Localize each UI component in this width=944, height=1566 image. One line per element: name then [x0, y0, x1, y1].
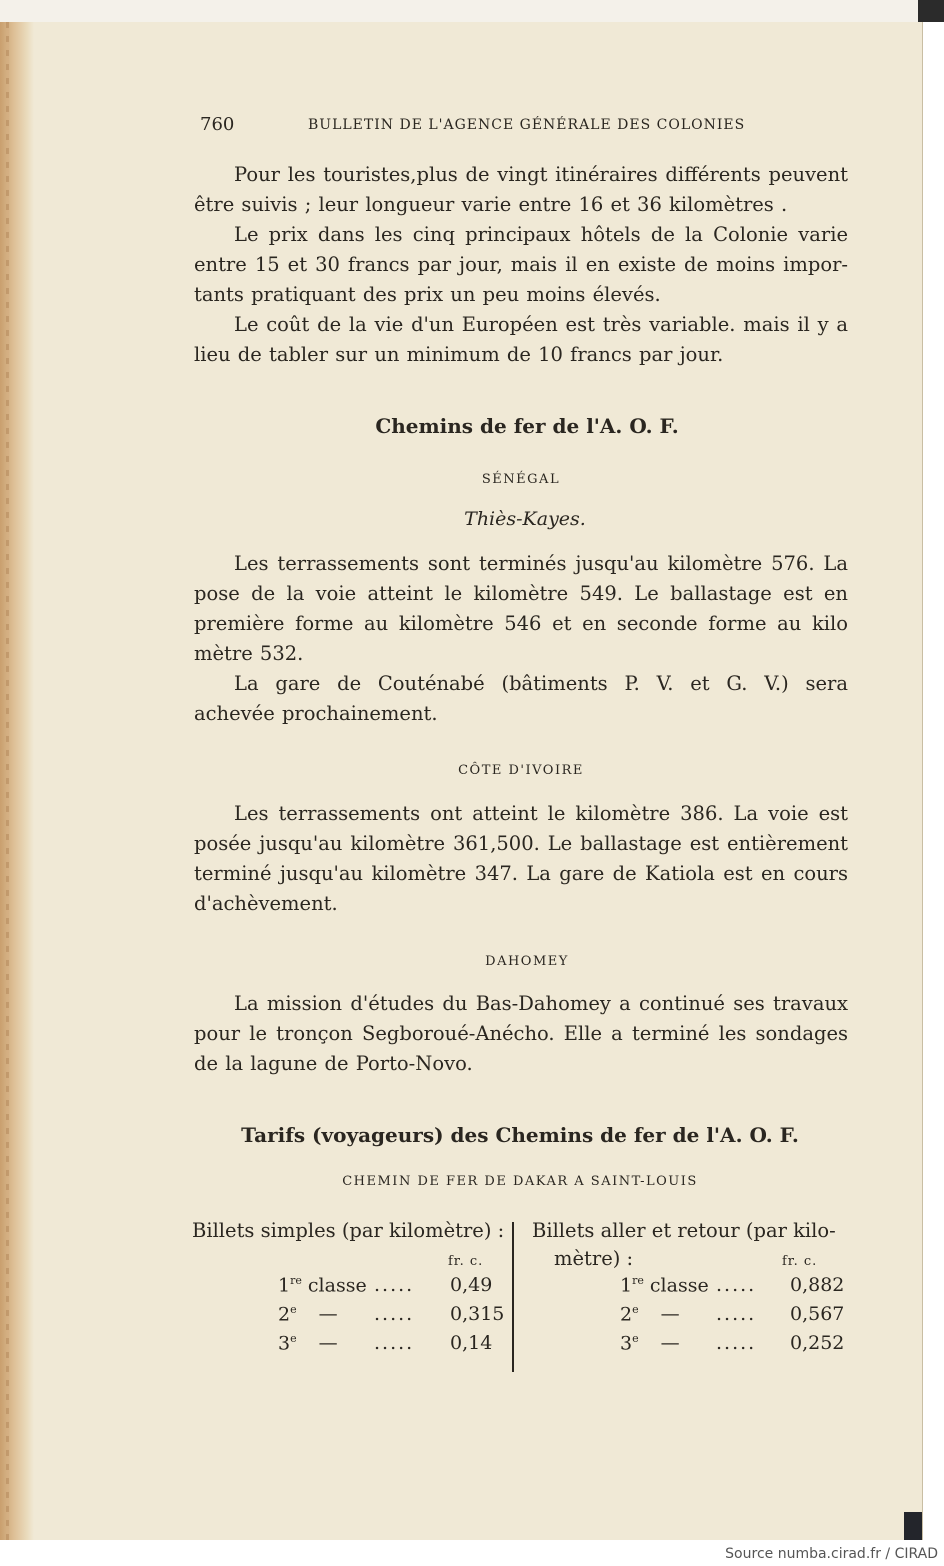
scan-corner-marker — [904, 1512, 922, 1540]
scan-edge-marker — [918, 0, 944, 22]
heading-senegal: SÉNÉGAL — [481, 472, 561, 487]
return-row-1: 1re classe ..... 0,882 — [620, 1274, 845, 1297]
return-price-1: 0,882 — [790, 1274, 845, 1296]
tariff-return-tickets — [532, 1216, 852, 1355]
section-title-tariffs: Tarifs (voyageurs) des Chemins de fer de l'A. O. F. — [241, 1123, 799, 1147]
paragraph-dahomey-2: pour le tronçon Segboroué-Anécho. Elle a terminé les sondages — [194, 1022, 848, 1045]
single-row-1: 1re classe ..... 0,49 — [278, 1274, 493, 1297]
tariff-single-tickets — [192, 1216, 508, 1355]
paragraph-ivoire-1: Les terrassements ont atteint le kilomètre 386. La voie est — [234, 802, 848, 825]
paragraph-station-2: achevée prochainement. — [194, 702, 438, 725]
return-row-2: 2e — ..... 0,567 — [620, 1303, 845, 1326]
single-price-3: 0,14 — [450, 1332, 493, 1354]
source-credit: Source numba.cirad.fr / CIRAD — [725, 1546, 938, 1562]
return-unit-label: fr. c. — [782, 1254, 818, 1269]
single-price-2: 0,315 — [450, 1303, 505, 1325]
paragraph-hotels-end: tants pratiquant des prix un peu moins élevés. — [194, 283, 661, 306]
page-spine — [0, 22, 34, 1540]
single-unit-label: fr. c. — [448, 1254, 484, 1269]
subheading-thies-kayes: Thiès-Kayes. — [464, 508, 586, 530]
heading-dahomey: DAHOMEY — [485, 954, 569, 969]
return-price-3: 0,252 — [790, 1332, 845, 1354]
paragraph-station-1: La gare de Couténabé (bâtiments P. V. et G. V.) sera — [234, 672, 848, 695]
heading-cote-ivoire: CÔTE D'IVOIRE — [458, 763, 584, 778]
paragraph-hotels: Le prix dans les cinq principaux hôtels de la Colonie varie — [234, 223, 848, 246]
scan-top-border — [0, 0, 920, 22]
paragraph-senegal-3: première forme au kilomètre 546 et en seconde forme au kilo — [194, 612, 848, 635]
paragraph-tourists: Pour les touristes,plus de vingt itinéraires différents peuvent — [234, 163, 848, 186]
tariff-table — [192, 1216, 852, 1376]
paragraph-cost-cont: lieu de tabler sur un minimum de 10 francs par jour. — [194, 343, 724, 366]
single-row-2: 2e — ..... 0,315 — [278, 1303, 505, 1326]
paragraph-ivoire-3: terminé jusqu'au kilomètre 347. La gare de Katiola est en cours — [194, 862, 848, 885]
spine-binding — [6, 22, 9, 1540]
paragraph-dahomey-3: de la lagune de Porto-Novo. — [194, 1052, 473, 1075]
paragraph-hotels-cont: entre 15 et 30 francs par jour, mais il en existe de moins impor- — [194, 253, 848, 276]
single-price-1: 0,49 — [450, 1274, 493, 1296]
running-title: BULLETIN DE L'AGENCE GÉNÉRALE DES COLONIES — [308, 117, 746, 133]
paragraph-senegal-4: mètre 532. — [194, 642, 304, 665]
tariff-column-divider — [512, 1222, 514, 1372]
paragraph-cost: Le coût de la vie d'un Européen est très variable. mais il y a — [234, 313, 848, 336]
return-tickets-title: Billets aller et retour (par kilo- — [532, 1219, 836, 1242]
single-row-3: 3e — ..... 0,14 — [278, 1332, 493, 1355]
single-tickets-title: Billets simples (par kilomètre) : — [192, 1219, 505, 1242]
page-number: 760 — [200, 114, 235, 135]
subtitle-dakar-saint-louis: CHEMIN DE FER DE DAKAR A SAINT-LOUIS — [342, 1174, 698, 1189]
section-title-railways: Chemins de fer de l'A. O. F. — [375, 414, 679, 438]
paragraph-senegal-1: Les terrassements sont terminés jusqu'au kilomètre 576. La — [234, 552, 848, 575]
paragraph-ivoire-4: d'achèvement. — [194, 892, 338, 915]
return-tickets-title-cont: mètre) : — [554, 1247, 634, 1270]
running-head — [200, 114, 760, 138]
return-row-3: 3e — ..... 0,252 — [620, 1332, 845, 1355]
paragraph-ivoire-2: posée jusqu'au kilomètre 361,500. Le ballastage est entièrement — [194, 832, 848, 855]
paragraph-senegal-2: pose de la voie atteint le kilomètre 549. Le ballastage est en — [194, 582, 848, 605]
paragraph-tourists-cont: être suivis ; leur longueur varie entre 16 et 36 kilomètres . — [194, 193, 788, 216]
paragraph-dahomey-1: La mission d'études du Bas-Dahomey a continué ses travaux — [234, 992, 848, 1015]
return-price-2: 0,567 — [790, 1303, 845, 1325]
